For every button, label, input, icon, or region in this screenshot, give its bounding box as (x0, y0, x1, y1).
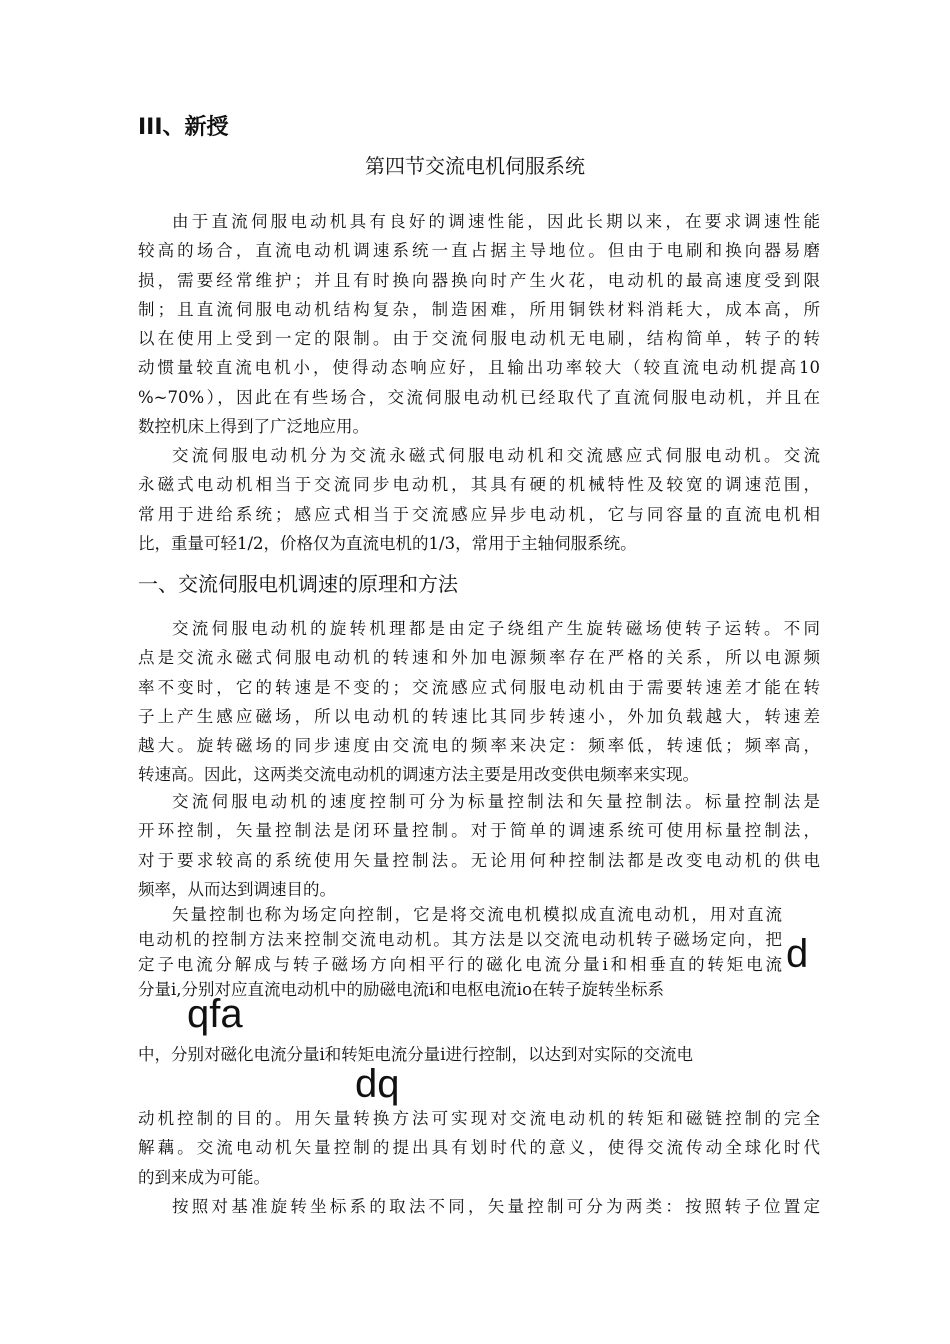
text-line: 电动机的控制方法来控制交流电动机。其方法是以交流电动机转子磁场定向，把 (138, 930, 782, 949)
text-line: 矢量控制也称为场定向控制，它是将交流电机模拟成直流电动机，用对直流 (172, 905, 782, 924)
text-line: 交流伺服电动机的速度控制可分为标量控制法和矢量控制法。标量控制法是 (172, 792, 820, 811)
text-line: 动机控制的目的。用矢量转换方法可实现对交流电动机的转矩和磁链控制的完全 (138, 1109, 820, 1128)
text-line: 中，分别对磁化电流分量i和转矩电流分量i进行控制，以达到对实际的交流电 (138, 1045, 694, 1064)
section-heading-iii: III、新授 (138, 115, 229, 140)
text-line: 制；且直流伺服电动机结构复杂，制造困难，所用铜铁材料消耗大，成本高，所 (138, 299, 820, 319)
text-line: 率不变时，它的转速是不变的；交流感应式伺服电动机由于需要转速差才能在转 (138, 677, 820, 697)
text-line: 解藕。交流电动机矢量控制的提出具有划时代的意义，使得交流传动全球化时代 (138, 1138, 820, 1158)
text-line: 频率，从而达到调速目的。 (138, 879, 336, 899)
text-line: 数控机床上得到了广泛地应用。 (138, 417, 369, 437)
text-line: 按照对基准旋转坐标系的取法不同，矢量控制可分为两类：按照转子位置定 (172, 1197, 820, 1216)
text-line: 转速高。因此，这两类交流电动机的调速方法主要是用改变供电频率来实现。 (138, 765, 699, 785)
text-line: 点是交流永磁式伺服电动机的转速和外加电源频率存在严格的关系，所以电源频 (138, 648, 820, 668)
text-line: 越大。旋转磁场的同步速度由交流电的频率来决定：频率低，转速低；频率高， (138, 736, 820, 756)
subscript-d: d (786, 932, 809, 976)
paragraph-4 (138, 787, 820, 904)
text-line: 由于直流伺服电动机具有良好的调速性能，因此长期以来，在要求调速性能 (172, 212, 820, 231)
text-line: 损，需要经常维护；并且有时换向器换向时产生火花，电动机的最高速度受到限 (138, 270, 820, 290)
subscript-dq: dq (355, 1062, 400, 1106)
text-line: 交流伺服电动机的旋转机理都是由定子绕组产生旋转磁场使转子运转。不同 (172, 619, 820, 638)
text-line: 分量i,分别对应直流电动机中的励磁电流i和电枢电流io在转子旋转坐标系 (138, 980, 665, 999)
page-title: 第四节交流电机伺服系统 (365, 154, 585, 178)
subscript-qfa: qfa (187, 992, 243, 1036)
text-line: 交流伺服电动机分为交流永磁式伺服电动机和交流感应式伺服电动机。交流 (172, 446, 820, 465)
text-line: 对于要求较高的系统使用矢量控制法。无论用何种控制法都是改变电动机的供电 (138, 850, 820, 870)
text-line: 比，重量可轻1/2，价格仅为直流电机的1/3，常用于主轴伺服系统。 (138, 533, 637, 553)
text-line: 动惯量较直流电机小，使得动态响应好，且输出功率较大（较直流电动机提高10 (138, 358, 820, 378)
paragraph-1 (138, 207, 820, 441)
text-line: 以在使用上受到一定的限制。由于交流伺服电动机无电刷，结构简单，转子的转 (138, 329, 820, 349)
paragraph-3 (138, 614, 820, 790)
paragraph-5 (138, 902, 782, 1002)
paragraph-7 (138, 1192, 820, 1221)
text-line: 常用于进给系统；感应式相当于交流感应异步电动机，它与同容量的直流电机相 (138, 504, 820, 524)
text-line: %~70%），因此在有些场合，交流伺服电动机已经取代了直流伺服电动机，并且在 (138, 387, 820, 407)
text-line: 较高的场合，直流电动机调速系统一直占据主导地位。但由于电刷和换向器易磨 (138, 241, 820, 261)
text-line: 定子电流分解成与转子磁场方向相平行的磁化电流分量i和相垂直的转矩电流 (138, 955, 782, 974)
section-heading-1: 一、交流伺服电机调速的原理和方法 (138, 572, 458, 596)
text-line: 永磁式电动机相当于交流同步电动机，其具有硬的机械特性及较宽的调速范围， (138, 475, 820, 495)
text-line: 开环控制，矢量控制法是闭环量控制。对于简单的调速系统可使用标量控制法， (138, 821, 820, 841)
paragraph-2 (138, 441, 820, 558)
paragraph-5-cont (138, 1040, 794, 1069)
text-line: 子上产生感应磁场，所以电动机的转速比其同步转速小，外加负载越大，转速差 (138, 706, 820, 726)
text-line: 的到来成为可能。 (138, 1167, 270, 1187)
paragraph-6 (138, 1104, 820, 1192)
